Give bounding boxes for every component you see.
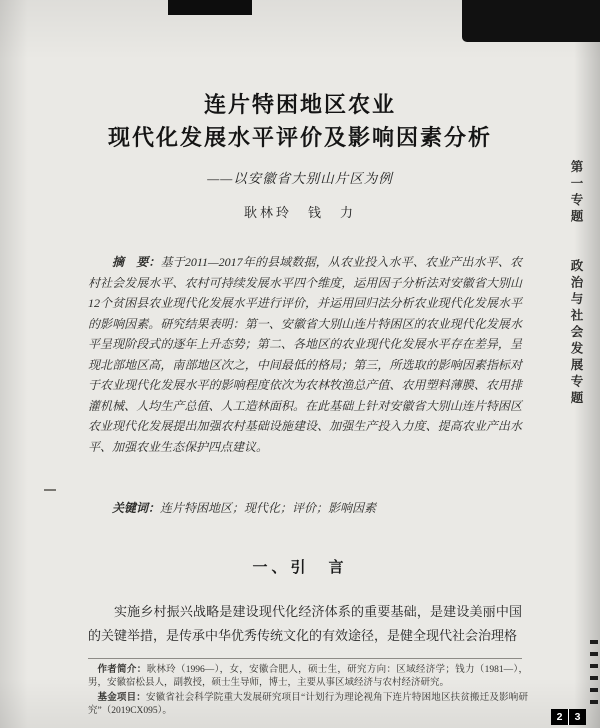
paper-title: [60, 88, 540, 154]
sidebar-vertical-caption: 第一专题 政治与社会发展专题: [569, 160, 583, 408]
abstract: [88, 252, 522, 457]
abstract-text: 基于2011—2017年的县域数据，从农业投入水平、农业产出水平、农村社会发展水平、农村可持续发展水平四个维度，运用因子分析法对安徽省大别山12个贫困县农业现代化发展水平进行评价，并运用回归法分析农业现代化发展水平的影响因素。研究结果表明：第一、安徽省大别山连片特困区的农业现代化发展水平呈现阶段式的逐年上升态势；第二、各地区的农业现代化发展水平存在差异，呈现北部地区高，南部地区次之，中间最低的格局；第三，所选取的影响因素指标对于农业现代化发展水平的影响程度依次为农林牧渔总产值、农用塑料薄膜、农用排灌机械、人均生产总值、人工造林面积。在此基础上针对安徽省大别山连片特困区农业现代化发展提出加强农村基础设施建设、加强生产投入力度、提高农业产出水平、加强农业生态保护四点建议。: [88, 255, 522, 454]
footnote-divider: [88, 658, 522, 659]
section-heading-introduction: 一、引 言: [252, 560, 348, 576]
page-number-left-digit: 2: [556, 711, 563, 723]
author-bio-label: 作者简介：: [97, 665, 147, 675]
scan-stray-mark-left: [44, 489, 56, 491]
scan-artifact-top-left: [168, 0, 252, 15]
keywords: [88, 499, 522, 516]
paper-title-line2: 现代化发展水平评价及影响因素分析: [107, 125, 492, 150]
keywords-label: 关键词：: [112, 501, 161, 515]
fund-project-text: 安徽省社会科学院重大发展研究项目“计划行为理论视角下连片特困地区扶贫搬迁及影响研究”（2019CX095）。: [88, 693, 528, 716]
scan-artifact-top-right: [462, 0, 600, 42]
fund-project-note: [88, 692, 528, 718]
abstract-label: 摘 要：: [112, 255, 161, 269]
paper-authors: 耿林玲 钱 力: [243, 205, 356, 220]
footnotes: [88, 664, 528, 720]
scan-ticks-right-edge: [590, 640, 598, 704]
page-number-right-digit: 3: [574, 711, 581, 723]
page-number-badge: [551, 709, 586, 725]
fund-project-label: 基金项目：: [97, 693, 146, 703]
author-bio-note: [88, 664, 528, 690]
paper-title-line1: 连片特困地区农业: [203, 92, 396, 117]
keywords-text: 连片特困地区；现代化；评价；影响因素: [160, 501, 377, 515]
paper-subtitle: ——以安徽省大别山片区为例: [207, 171, 393, 186]
author-bio-text: 耿林玲（1996—），女，安徽合肥人，硕士生，研究方向：区域经济学；钱力（1981—），男，安徽宿松县人，副教授，硕士生导师，博士，主要从事区域经济与农村经济研究。: [88, 665, 528, 688]
body-paragraph: 实施乡村振兴战略是建设现代化经济体系的重要基础，是建设美丽中国的关键举措，是传承中华优秀传统文化的有效途径，是健全现代社会治理格: [88, 604, 522, 643]
